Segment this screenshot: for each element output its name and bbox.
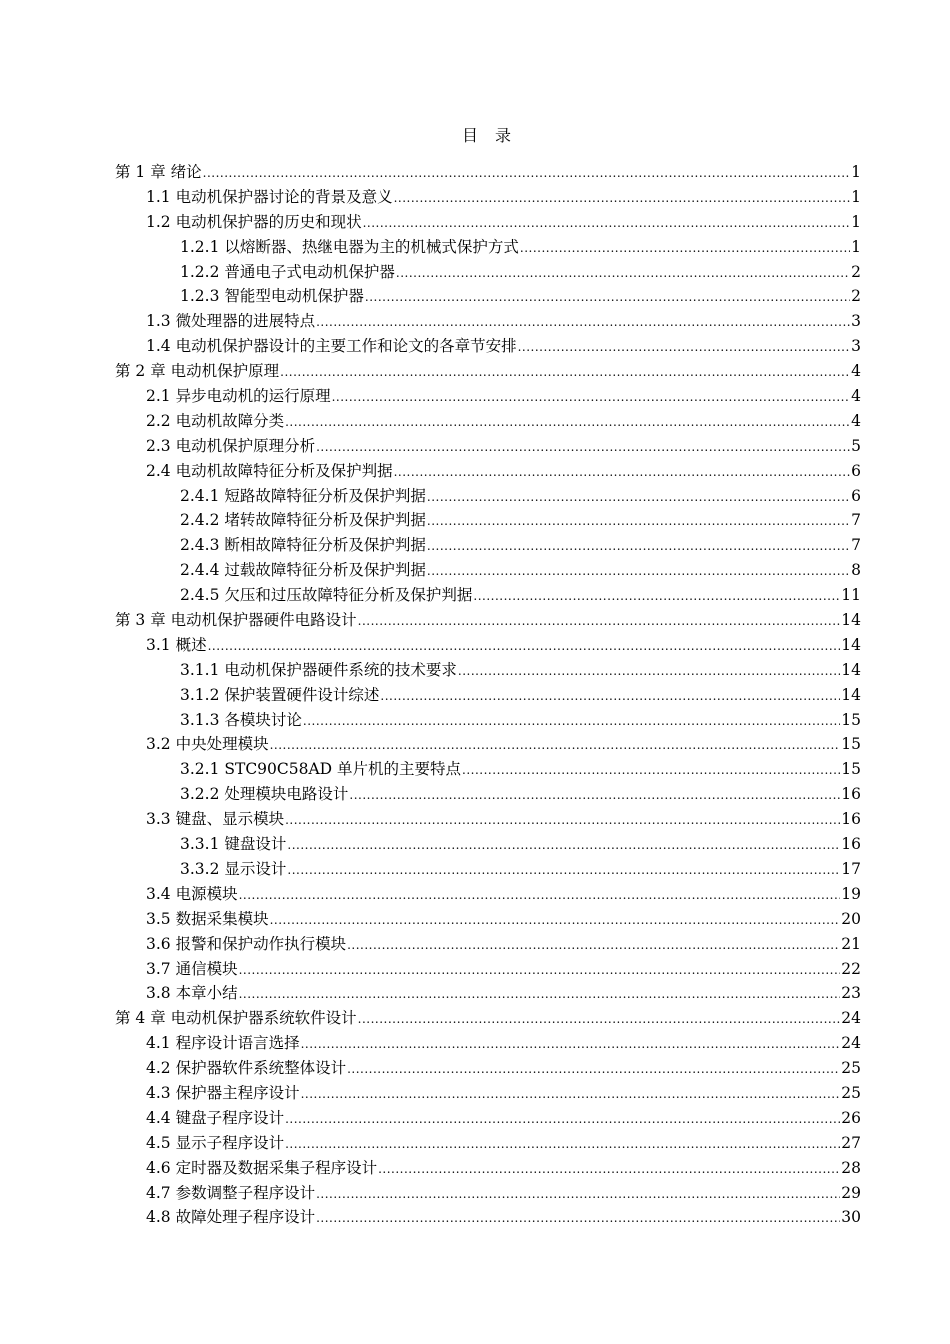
toc-dot-leader [427, 558, 850, 578]
toc-dot-leader [358, 608, 841, 628]
toc-page-number: 1 [851, 212, 861, 231]
toc-entry[interactable] [115, 334, 861, 359]
toc-dot-leader [462, 757, 840, 777]
toc-entry-title: 3.6 报警和保护动作执行模块 [146, 934, 347, 953]
toc-page-number: 4 [851, 387, 861, 406]
toc-entry[interactable] [115, 1106, 861, 1131]
toc-entry-title: 2.3 电动机保护原理分析 [146, 436, 316, 455]
toc-entry[interactable] [115, 981, 861, 1006]
toc-entry-title: 4.8 故障处理子程序设计 [146, 1208, 316, 1227]
toc-page-number: 30 [841, 1208, 861, 1227]
toc-page-number: 20 [841, 909, 861, 928]
toc-dot-leader [363, 210, 851, 230]
toc-page-number: 24 [841, 1034, 861, 1053]
toc-dot-leader [365, 284, 850, 304]
toc-dot-leader [458, 658, 840, 678]
toc-entry-title: 1.2.1 以熔断器、热继电器为主的机械式保护方式 [180, 237, 519, 256]
toc-entry[interactable] [115, 1056, 861, 1081]
toc-entry[interactable] [115, 757, 861, 782]
toc-entry-title: 3.3.1 键盘设计 [180, 835, 287, 854]
toc-entry-title: 2.2 电动机故障分类 [146, 411, 285, 430]
toc-entry-title: 3.2.2 处理模块电路设计 [180, 785, 349, 804]
toc-entry-title: 4.6 定时器及数据采集子程序设计 [146, 1158, 378, 1177]
toc-entry-title: 3.5 数据采集模块 [146, 909, 269, 928]
toc-page-number: 26 [841, 1108, 861, 1127]
toc-entry[interactable] [115, 683, 861, 708]
toc-dot-leader [358, 1006, 841, 1026]
toc-dot-leader [394, 185, 851, 205]
toc-page-number: 17 [841, 859, 861, 878]
toc-page-number: 4 [851, 411, 861, 430]
toc-entry-title: 3.3.2 显示设计 [180, 859, 287, 878]
toc-page-number: 1 [851, 163, 861, 181]
toc-entry-title: 1.2 电动机保护器的历史和现状 [146, 212, 362, 231]
toc-page-number: 21 [841, 934, 861, 953]
toc-page-number: 14 [841, 660, 861, 679]
toc-entry-title: 4.1 程序设计语言选择 [146, 1034, 300, 1053]
toc-dot-leader [427, 484, 850, 504]
toc-page-number: 1 [851, 237, 861, 256]
toc-entry-title: 4.5 显示子程序设计 [146, 1133, 285, 1152]
toc-entry-title: 第 3 章 电动机保护器硬件电路设计 [115, 611, 357, 630]
toc-entry[interactable] [115, 185, 861, 210]
toc-entry[interactable] [115, 1131, 861, 1156]
toc-dot-leader [520, 235, 850, 255]
toc-page-number: 3 [851, 337, 861, 356]
toc-entry-title: 3.7 通信模块 [146, 959, 238, 978]
toc-entry-title: 第 2 章 电动机保护原理 [115, 362, 280, 381]
toc-entry-title: 2.4.2 堵转故障特征分析及保护判据 [180, 511, 426, 530]
toc-dot-leader [285, 1106, 840, 1126]
toc-page-number: 16 [841, 810, 861, 829]
toc-dot-leader [427, 533, 850, 553]
toc-entry-title: 3.8 本章小结 [146, 984, 238, 1003]
toc-entry-title: 1.1 电动机保护器讨论的背景及意义 [146, 187, 393, 206]
toc-title [0, 124, 950, 148]
toc-entry-title: 3.1.2 保护装置硬件设计综述 [180, 685, 380, 704]
toc-entry-title: 2.4.5 欠压和过压故障特征分析及保护判据 [180, 586, 473, 605]
toc-entry[interactable] [115, 384, 861, 409]
toc-entry[interactable] [115, 409, 861, 434]
toc-entry-title: 1.4 电动机保护器设计的主要工作和论文的各章节安排 [146, 337, 517, 356]
toc-page-number: 7 [851, 536, 861, 555]
toc-entry-title: 第 4 章 电动机保护器系统软件设计 [115, 1009, 357, 1028]
toc-dot-leader [316, 309, 850, 329]
toc-page-number: 15 [841, 760, 861, 779]
toc-page-number: 3 [851, 312, 861, 331]
toc-entry-title: 4.2 保护器软件系统整体设计 [146, 1059, 347, 1078]
toc-dot-leader [303, 708, 840, 728]
toc-dot-leader [396, 260, 850, 280]
toc-dot-leader [347, 1056, 840, 1076]
toc-entry-title: 2.4.3 断相故障特征分析及保护判据 [180, 536, 426, 555]
toc-page-number: 6 [851, 486, 861, 505]
toc-entry[interactable] [115, 957, 861, 982]
toc-entry-title: 3.1 概述 [146, 635, 207, 654]
toc-entry[interactable] [115, 235, 861, 260]
toc-dot-leader [378, 1156, 840, 1176]
toc-entry[interactable] [115, 284, 861, 309]
toc-entry[interactable] [115, 434, 861, 459]
toc-entry[interactable] [115, 160, 861, 185]
toc-entry[interactable] [115, 608, 861, 633]
toc-entry[interactable] [115, 1081, 861, 1106]
toc-page-number: 14 [841, 611, 861, 630]
toc-entry[interactable] [115, 907, 861, 932]
toc-entry-title: 2.1 异步电动机的运行原理 [146, 387, 331, 406]
toc-dot-leader [380, 683, 840, 703]
toc-page-number: 2 [851, 287, 861, 306]
toc-page-number: 29 [841, 1183, 861, 1202]
toc-page-number: 15 [841, 710, 861, 729]
toc-entry-title: 3.1.1 电动机保护器硬件系统的技术要求 [180, 660, 457, 679]
toc-entry[interactable] [115, 1205, 861, 1230]
toc-entry-title: 3.1.3 各模块讨论 [180, 710, 302, 729]
toc-entry[interactable] [115, 210, 861, 235]
toc-entry[interactable] [115, 484, 861, 509]
toc-dot-leader [239, 882, 841, 902]
toc-entry[interactable] [115, 359, 861, 384]
toc-page-number: 19 [841, 884, 861, 903]
toc-entry[interactable] [115, 857, 861, 882]
toc-dot-leader [239, 981, 841, 1001]
toc-page-number: 6 [851, 461, 861, 480]
toc-entry[interactable] [115, 932, 861, 957]
toc-dot-leader [280, 359, 850, 379]
toc-entry-title: 3.2.1 STC90C58AD 单片机的主要特点 [180, 760, 462, 779]
toc-page-number: 14 [841, 635, 861, 654]
toc-entry[interactable] [115, 658, 861, 683]
toc-dot-leader [347, 932, 840, 952]
toc-title-part1: 目 [461, 126, 479, 145]
toc-page-number: 11 [841, 586, 861, 605]
toc-title-part2: 录 [495, 126, 513, 145]
toc-dot-leader [332, 384, 851, 404]
toc-entry[interactable] [115, 633, 861, 658]
toc-dot-leader [287, 857, 840, 877]
toc-entry-title: 1.2.3 智能型电动机保护器 [180, 287, 364, 306]
toc-entry[interactable] [115, 1031, 861, 1056]
toc-entry[interactable] [115, 732, 861, 757]
toc-entry[interactable] [115, 708, 861, 733]
toc-entry[interactable] [115, 309, 861, 334]
toc-dot-leader [285, 409, 850, 429]
toc-dot-leader [316, 1205, 840, 1225]
toc-dot-leader [349, 782, 840, 802]
toc-entry-title: 3.2 中央处理模块 [146, 735, 269, 754]
toc-entry-title: 3.4 电源模块 [146, 884, 238, 903]
toc-page-number: 7 [851, 511, 861, 530]
toc-entry-title: 第 1 章 绪论 [115, 163, 202, 181]
toc-entry-title: 4.4 键盘子程序设计 [146, 1108, 285, 1127]
toc-dot-leader [394, 459, 851, 479]
toc-dot-leader [270, 907, 841, 927]
toc-entry-title: 3.3 键盘、显示模块 [146, 810, 285, 829]
table-of-contents [115, 160, 861, 1230]
toc-entry[interactable] [115, 533, 861, 558]
toc-entry-title: 2.4.4 过载故障特征分析及保护判据 [180, 561, 426, 580]
toc-entry-title: 1.3 微处理器的进展特点 [146, 312, 316, 331]
toc-entry[interactable] [115, 583, 861, 608]
toc-dot-leader [203, 160, 850, 180]
toc-dot-leader [316, 434, 850, 454]
toc-page-number: 8 [851, 561, 861, 580]
toc-dot-leader [518, 334, 851, 354]
toc-dot-leader [270, 732, 841, 752]
toc-page-number: 22 [841, 959, 861, 978]
toc-entry-title: 4.3 保护器主程序设计 [146, 1083, 300, 1102]
toc-entry[interactable] [115, 508, 861, 533]
toc-entry[interactable] [115, 1006, 861, 1031]
toc-entry[interactable] [115, 1156, 861, 1181]
toc-dot-leader [287, 832, 840, 852]
toc-page-number: 28 [841, 1158, 861, 1177]
toc-dot-leader [427, 508, 850, 528]
toc-dot-leader [473, 583, 840, 603]
toc-entry[interactable] [115, 459, 861, 484]
toc-entry[interactable] [115, 882, 861, 907]
toc-dot-leader [285, 1131, 840, 1151]
toc-page-number: 16 [841, 785, 861, 804]
toc-entry[interactable] [115, 832, 861, 857]
toc-entry[interactable] [115, 558, 861, 583]
toc-entry-title: 2.4.1 短路故障特征分析及保护判据 [180, 486, 426, 505]
toc-page-number: 1 [851, 187, 861, 206]
toc-dot-leader [301, 1081, 841, 1101]
toc-entry[interactable] [115, 782, 861, 807]
toc-page-number: 24 [841, 1009, 861, 1028]
toc-page-number: 15 [841, 735, 861, 754]
toc-page-number: 25 [841, 1083, 861, 1102]
toc-entry[interactable] [115, 1181, 861, 1206]
toc-entry-title: 4.7 参数调整子程序设计 [146, 1183, 316, 1202]
toc-page-number: 2 [851, 262, 861, 281]
toc-dot-leader [316, 1181, 840, 1201]
toc-entry-title: 1.2.2 普通电子式电动机保护器 [180, 262, 395, 281]
toc-page-number: 16 [841, 835, 861, 854]
toc-dot-leader [208, 633, 841, 653]
toc-dot-leader [239, 957, 841, 977]
toc-page-number: 27 [841, 1133, 861, 1152]
toc-page-number: 5 [851, 436, 861, 455]
toc-page-number: 4 [851, 362, 861, 381]
toc-entry[interactable] [115, 260, 861, 285]
toc-dot-leader [285, 807, 840, 827]
toc-entry-title: 2.4 电动机故障特征分析及保护判据 [146, 461, 393, 480]
toc-page-number: 25 [841, 1059, 861, 1078]
toc-dot-leader [301, 1031, 841, 1051]
toc-entry[interactable] [115, 807, 861, 832]
toc-page-number: 23 [841, 984, 861, 1003]
toc-page-number: 14 [841, 685, 861, 704]
